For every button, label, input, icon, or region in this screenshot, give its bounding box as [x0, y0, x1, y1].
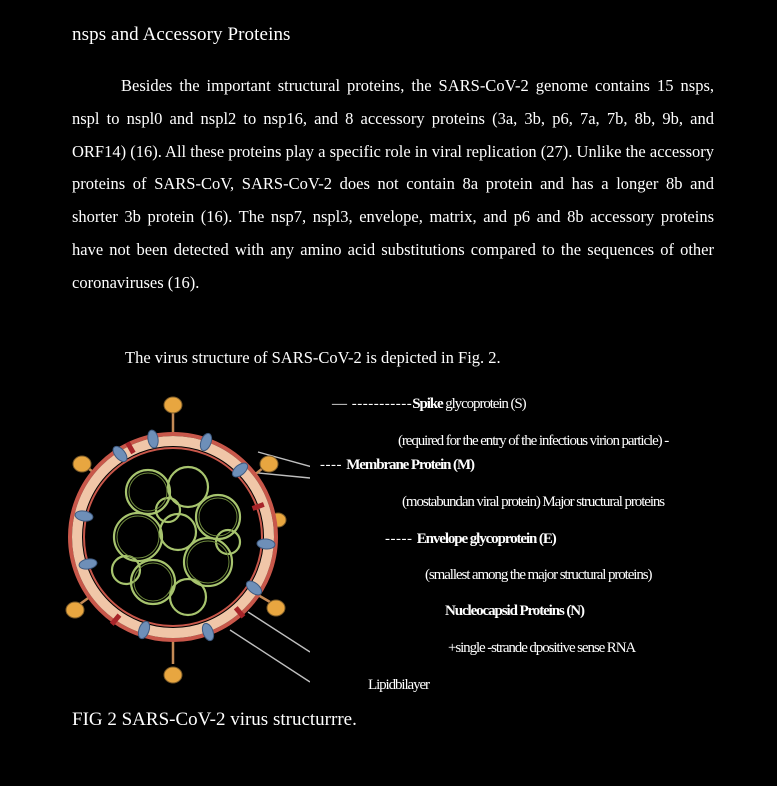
label-envelope: ----- Envelope glycoprotein (E) [385, 531, 556, 547]
label-lipid-bilayer: Lipidbilayer [368, 677, 429, 693]
virus-structure-illustration [58, 392, 310, 694]
label-envelope-note: (smallest among the major structural proteins) [425, 567, 652, 583]
label-rna: +single -strande dpositive sense RNA [448, 640, 636, 656]
label-spike-note: (required for the entry of the infectious virion particle) - [398, 433, 669, 449]
figure-reference-sentence: The virus structure of SARS-CoV-2 is depicted in Fig. 2. [125, 348, 501, 367]
section-heading: nsps and Accessory Proteins [72, 24, 291, 45]
label-membrane: ---- Membrane Protein (M) [320, 457, 474, 473]
figure-caption: FIG 2 SARS-CoV-2 virus structurrre. [72, 709, 357, 730]
body-paragraph: Besides the important structural proteins, the SARS-CoV-2 genome contains 15 nsps, nspl to nspl0 and nspl2 to nsp16, and 8 accessory proteins (3a, 3b, p6, 7a, 7b, 8b, 9b, and ORF14) (16). All these proteins play a specific role in viral replication (27). Unlike the accessory proteins of SARS-CoV, SARS-CoV-2 does not contain 8a protein and has a longer 8b and shorter 3b protein (16). The nsp7, nspl3, envelope, matrix, and p6 and 8b accessory proteins have not been detected with any amino acid substitutions compared to the sequences of other coronaviruses (16). [72, 76, 714, 292]
label-membrane-note: (mostabundan viral protein) Major structural proteins [402, 494, 665, 510]
label-spike: — -----------Spike glycoprotein (S) [332, 396, 526, 412]
label-nucleocapsid: Nucleocapsid Proteins (N) [445, 603, 584, 619]
